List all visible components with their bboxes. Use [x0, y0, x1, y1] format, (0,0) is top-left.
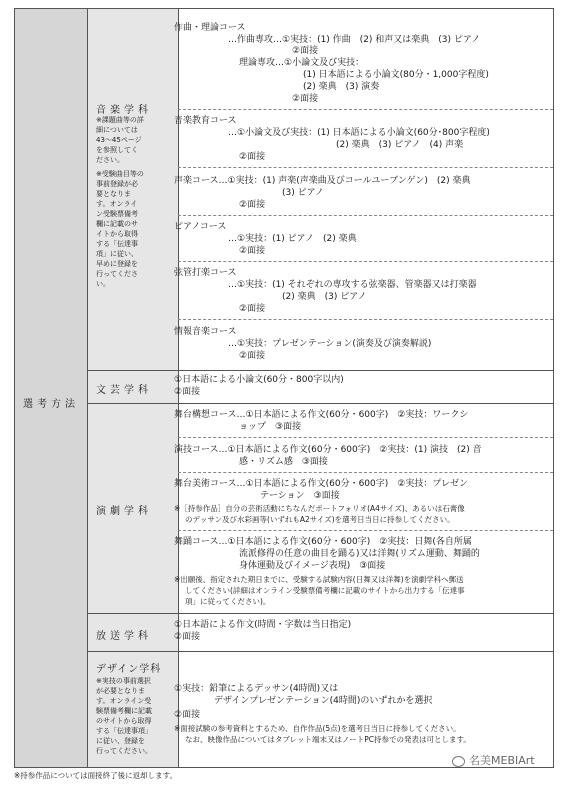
- section-label: 選考方法: [23, 399, 79, 410]
- literature-dept-cell: [88, 371, 179, 403]
- broadcasting-dept-name: 放送学科: [96, 631, 152, 642]
- selection-method-table: 選考方法 音楽学科 ※課題曲等の詳 細については 43～45ページ を参照してく ださい。 ※受験曲目等の 事前登録が必 要となりま す。オンライ ン受験票備考 欄に記載のサ イトから取得 する「伝達事 項」に従い、 早めに登録を 行ってくださ い。 作曲・理論コース …作曲専攻…①実技：(1) 作曲 (2) 和声又は楽典 (3) ピアノ ②面接 理論専攻…①小論文及び実技： (1) 日本語による小論文(80分・1,000字程度) (2) 楽典 (3) 演奏 ②面接 音楽教育コース …①小論文及び実技：(1) 日本語による小論文(60分･800字程度) (2) 楽典 (3) ピアノ (4) 声楽 ②面接 声楽コース…①実技：(1) 声楽(声楽曲及びコールユーブンゲン) (2) 楽典 (3) ピアノ ②面接 ピアノコース …①実技：(1) ピアノ (2) 楽典 ②面接 弦管打楽コース …①実技：(1) それぞれの専攻する弦楽器、管楽器又は打楽器 (2) 楽典 (3) ピアノ ②面接 情報音楽コース …①実技：プレゼンテーション(演奏及び演奏解説) ②面接 文芸学科 ①日本語による小論文(60分・800字以内) ②面接 演劇学科 舞台構想コース…①日本語による作文(60分・600字) ②実技：ワークシ ョップ ③面接 演技コース…①日本語による作文(60分・600字) ②実技：(1) 演技 (2) 音 感・リズム感 ③面接 舞台美術コース…①日本語による作文(60分・600字) ②実技：プレゼン テーション ③面接 ※［持参作品］自分の芸術活動にちなんだポートフォリオ(A4サイズ)、あるいは石膏像 のデッサン及び水彩画等(いずれもA2サイズ)を選考日当日に持参してください。 舞踊コース…①日本語による作文(60分・600字) ②実技：日舞(各自所属 流派修得の任意の曲目を踊る)又は洋舞(リズム運動、舞踊的 身体運動及びイメージ表現) ③面接 ※出願後、指定された期日までに、受験する試験内容(日舞又は洋舞)を演劇学科へ郵送 してください(詳細はオンライン受験票備考欄に記載のサイトから出力する「伝達事 項」に従ってください)。 放送学科 ①日本語による作文(時間・字数は当日指定) ②面接 デザイン学科 ※実技の事前選択 が必要となりま す。オンライン受 験票備考欄に記載 のサイトから取得 する「伝達事項」 に従い、登録を 行ってください。 ①実技：鉛筆によるデッサン(4時間)又は デザインプレゼンテーション(4時間)のいずれかを選択 ②面接 ※面接試験の参考資料とするため、自作作品(5点)を選考日当日に持参してください。 なお、映像作品についてはタブレット端末又はノートPC持参での発表は可とします。: [14, 8, 554, 768]
- chat-bubble-icon: [452, 756, 465, 767]
- broadcasting-dept-cell: [88, 614, 179, 651]
- drama-dept-name: 演劇学科: [96, 506, 152, 517]
- literature-line-2: ②面接: [174, 387, 201, 397]
- section-label-cell: [15, 9, 88, 767]
- design-dept-cell: [88, 652, 179, 767]
- broadcasting-line-2: ②面接: [174, 632, 201, 642]
- design-note: ※実技の事前選択 が必要となりま す。オンライン受 験票備考欄に記載 のサイトから取得 する「伝達事項」 に従い、登録を 行ってください。: [96, 677, 152, 755]
- watermark: 名美MEBIArt: [452, 752, 535, 768]
- literature-line-1: ①日本語による小論文(60分・800字以内): [174, 375, 344, 385]
- broadcasting-line-1: ①日本語による作文(時間・字数は当日指定): [174, 620, 352, 630]
- drama-dept-cell: [88, 404, 179, 613]
- music-note-2: ※受験曲目等の 事前登録が必 要となりま す。オンライ ン受験票備考 欄に記載のサ イトから取得 する「伝達事 項」に従い、 早めに登録を 行ってくださ い。: [96, 170, 144, 288]
- music-dept-cell: [88, 9, 179, 370]
- music-dept-name: 音楽学科: [96, 105, 152, 116]
- footer-note: ※持参作品については面接終了後に返却します。: [14, 771, 178, 780]
- design-dept-name: デザイン学科: [96, 664, 162, 675]
- music-note-1: ※課題曲等の詳 細については 43～45ページ を参照してく ださい。: [96, 116, 144, 164]
- literature-dept-name: 文芸学科: [96, 385, 152, 396]
